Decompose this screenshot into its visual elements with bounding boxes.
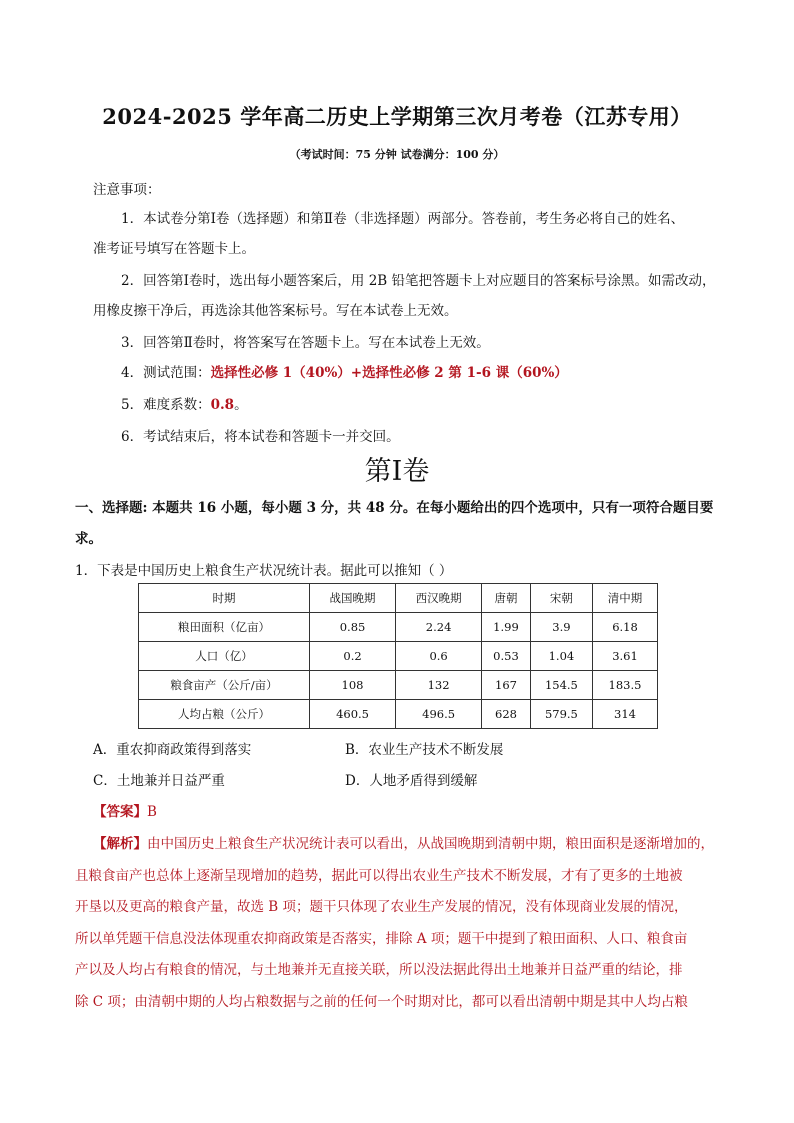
note-4 [121,361,568,381]
test-range: 选择性必修 1（40%）+选择性必修 2 第 1-6 课（60%） [210,365,568,381]
table-cell: 183.5 [592,671,657,700]
table-row-label: 粮田面积（亿亩） [139,613,310,642]
explanation-text: 由中国历史上粮食生产状况统计表可以看出，从战国晚期到清朝中期，粮田面积是逐渐增加的， [147,836,714,852]
answer-label: 【答案】 [93,804,147,820]
table-cell: 1.04 [530,642,592,671]
answer [93,800,157,820]
table-cell: 496.5 [396,700,482,729]
table-header-cell: 战国晚期 [310,584,396,613]
section-instructions-line2: 求。 [75,531,102,547]
explanation-line-4: 所以单凭题干信息没法体现重农抑商政策是否落实，排除 A 项；题干中提到了粮田面积、人口、粮食亩 [75,931,688,947]
table-row [139,700,658,729]
option-a: A．重农抑商政策得到落实 [93,742,252,758]
option-b: B．农业生产技术不断发展 [345,742,504,758]
note-4-prefix: 4．测试范围： [121,365,211,381]
table-row-label: 人口（亿） [139,642,310,671]
table-cell: 628 [482,700,531,729]
table-cell: 3.9 [530,613,592,642]
table-header-cell: 唐朝 [482,584,531,613]
answer-value: B [147,804,157,820]
table-row [139,671,658,700]
note-1-line2: 准考证号填写在答题卡上。 [93,241,255,257]
exam-title: 2024-2025 学年高二历史上学期第三次月考卷（江苏专用） [102,104,692,129]
table-cell: 460.5 [310,700,396,729]
explanation-line-6: 除 C 项；由清朝中期的人均占粮数据与之前的任何一个时期对比，都可以看出清朝中期是其中人均占粮 [75,994,688,1010]
grain-production-table [138,583,658,729]
note-5-prefix: 5．难度系数： [121,397,211,413]
table-cell: 1.99 [482,613,531,642]
table-cell: 0.6 [396,642,482,671]
note-2-line2: 用橡皮擦干净后，再选涂其他答案标号。写在本试卷上无效。 [93,303,458,319]
table-cell: 6.18 [592,613,657,642]
table-header-cell: 时期 [139,584,310,613]
table-header-cell: 清中期 [592,584,657,613]
table-cell: 0.2 [310,642,396,671]
table-cell: 2.24 [396,613,482,642]
table-cell: 167 [482,671,531,700]
explanation-label: 【解析】 [93,836,147,852]
section-title: 第Ⅰ卷 [364,456,430,487]
explanation-line-2: 且粮食亩产也总体上逐渐呈现增加的趋势，据此可以得出农业生产技术不断发展，才有了更多的土地被 [75,868,683,884]
table-row-label: 人均占粮（公斤） [139,700,310,729]
table-row [139,613,658,642]
difficulty-value: 0.8 [210,397,235,413]
exam-subtitle: （考试时间：75 分钟 试卷满分：100 分） [289,148,505,161]
explanation-line-5: 产以及人均占有粮食的情况，与土地兼并无直接关联，所以没法据此得出土地兼并日益严重的结论，排 [75,962,683,978]
option-d: D．人地矛盾得到缓解 [345,773,478,789]
notes-heading: 注意事项： [93,182,161,198]
question-1-stem: 1．下表是中国历史上粮食生产状况统计表。据此可以推知（ ） [75,563,453,579]
table-cell: 3.61 [592,642,657,671]
explanation-line-3: 开垦以及更高的粮食产量，故选 B 项；题干只体现了农业生产发展的情况，没有体现商业发展的情况， [75,899,688,915]
table-cell: 314 [592,700,657,729]
note-1-line1: 1．本试卷分第Ⅰ卷（选择题）和第Ⅱ卷（非选择题）两部分。答卷前，考生务必将自己的姓名、 [121,211,685,227]
table-cell: 579.5 [530,700,592,729]
note-5 [121,393,248,413]
table-row-label: 粮食亩产（公斤/亩） [139,671,310,700]
table-header-cell: 西汉晚期 [396,584,482,613]
table-cell: 0.53 [482,642,531,671]
note-3: 3．回答第Ⅱ卷时，将答案写在答题卡上。写在本试卷上无效。 [121,335,490,351]
option-c: C．土地兼并日益严重 [93,773,225,789]
section-instructions-line1: 一、选择题: 本题共 16 小题，每小题 3 分，共 48 分。在每小题给出的四个选项中，只有一项符合题目要 [75,500,714,516]
table-header-cell: 宋朝 [530,584,592,613]
note-5-suffix: 。 [234,397,248,413]
table-cell: 132 [396,671,482,700]
note-6: 6．考试结束后，将本试卷和答题卡一并交回。 [121,429,400,445]
table-cell: 154.5 [530,671,592,700]
table-row [139,642,658,671]
explanation-line-1 [93,832,733,852]
table-cell: 108 [310,671,396,700]
note-2-line1: 2．回答第Ⅰ卷时，选出每小题答案后，用 2B 铅笔把答题卡上对应题目的答案标号涂黑。如需改动， [121,273,716,289]
table-header-row [139,584,658,613]
table-cell: 0.85 [310,613,396,642]
